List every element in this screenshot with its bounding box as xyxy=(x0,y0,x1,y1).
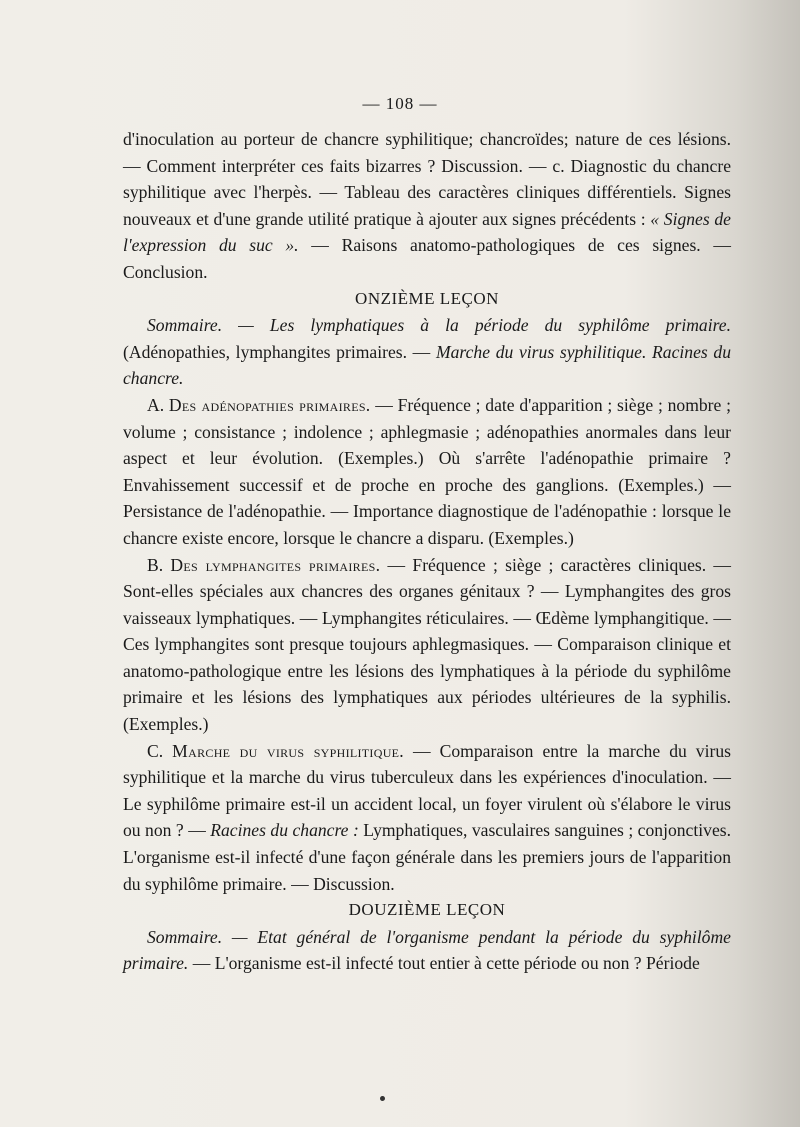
section-c-heading: Marche du virus syphilitique. xyxy=(172,740,404,761)
section-c: C. Marche du virus syphilitique. — Comparaison entre la marche du virus syphilitique et la marche du virus tuberculeux dans les expériences d'inoculation. — Le syphilôme primaire est-il un accident local, un foyer virulent où s'élabore le virus ou non ? — Racines du chancre : Lymphatiques, vasculaires sanguines ; conjonctives. L'organisme est-il infecté d'une façon générale dans les premiers jours de l'apparition du syphilôme primaire. — Discussion. xyxy=(123,740,731,894)
lecon-douze-sommaire: Sommaire. — Etat général de l'organisme pendant la période du syphilôme primaire. — L'organisme est-il infecté tout entier à cette période ou non ? Période xyxy=(123,926,731,974)
section-b-heading: Des lymphangites primaires. xyxy=(170,554,381,575)
lecon-douze-title: DOUZIÈME LEÇON xyxy=(348,900,506,920)
page-number: — 108 — xyxy=(362,94,438,113)
section-a-heading: Des adénopathies primaires. xyxy=(168,394,371,415)
section-b: B. Des lymphangites primaires. — Fréquence ; siège ; caractères cliniques. — Sont-elles spéciales aux chancres des organes génitaux ? — Lymphangites des gros vaisseaux lymphatiques. — Lymphangites réticulaires. — Œdème lymphangitique. — Ces lymphangites sont presque toujours aphlegmasiques. — Comparaison clinique et anatomo-pathologique entre les lésions des lymphatiques à la période du syphilôme primaire et les lésions des lymphatiques aux périodes ultérieures de la syphilis. (Exemples.) xyxy=(123,554,732,735)
lecon-onze-title: ONZIÈME LEÇON xyxy=(355,288,499,308)
section-a: A. Des adénopathies primaires. — Fréquence ; date d'apparition ; siège ; nombre ; volume ; consistance ; indolence ; aphlegmasie ; adénopathies anormales dans leur aspect et leur évolution. (Exemples.) Où s'arrête l'adénopathie primaire ? Envahissement successif et de proche en proche des ganglions. (Exemples.) — Persistance de l'adénopathie. — Importance diagnostique de l'adénopathie : lorsque le chancre existe encore, lorsque le chancre a disparu. (Exemples.) xyxy=(123,394,731,548)
lecon-onze-sommaire: Sommaire. — Les lymphatiques à la période du syphilôme primaire. (Adénopathies, lymphangites primaires. — Marche du virus syphilitique. Racines du chancre. xyxy=(123,315,731,389)
page-content xyxy=(123,126,731,977)
ink-speck xyxy=(380,1096,385,1101)
intro-paragraph: d'inoculation au porteur de chancre syphilitique; chancroïdes; nature de ces lésions. — Comment interpréter ces faits bizarres ? Discussion. — c. Diagnostic du chancre syphilitique avec l'herpès. — Tableau des caractères cliniques différentiels. Signes nouveaux et d'une grande utilité pratique à ajouter aux signes précédents : « Signes de l'expression du suc ». — Raisons anatomo-pathologiques de ces signes. — Conclusion. xyxy=(123,129,732,282)
